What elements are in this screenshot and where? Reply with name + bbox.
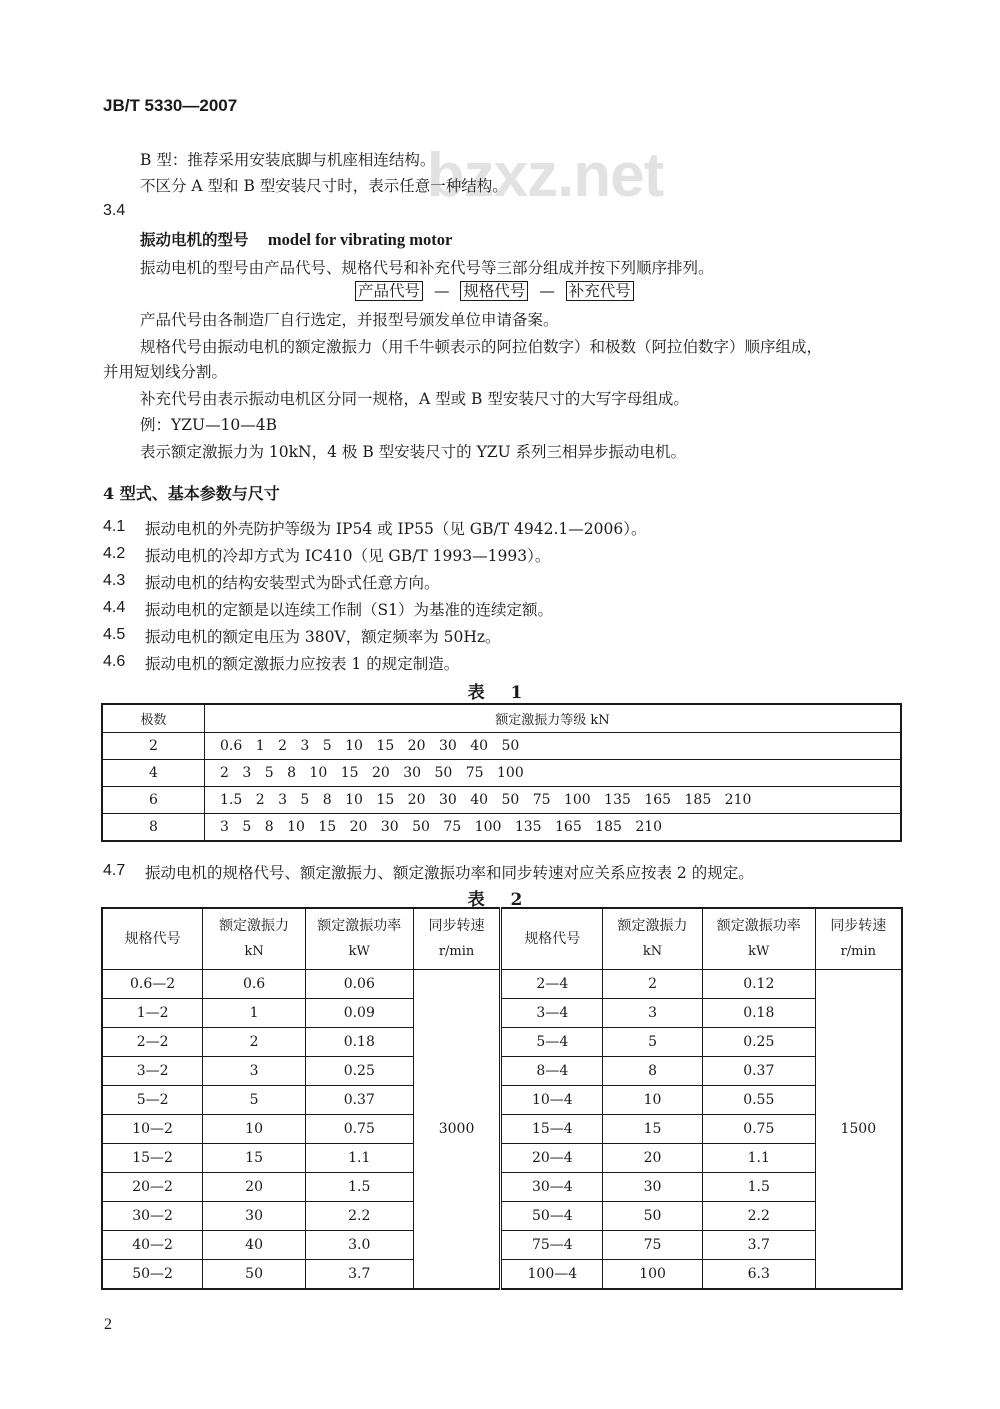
- table-cell: 30—4: [501, 1173, 603, 1202]
- table-cell: 15—4: [501, 1115, 603, 1144]
- standard-number: JB/T 5330—2007: [103, 96, 238, 115]
- table-header-row: [102, 704, 901, 733]
- table-row: [102, 1231, 902, 1260]
- table-cell: 0.06: [305, 970, 413, 999]
- table-cell: 75—4: [501, 1231, 603, 1260]
- table-cell: 2.2: [702, 1202, 815, 1231]
- table-cell: 20—2: [102, 1173, 203, 1202]
- table-cell: 2 3 5 8 10 15 20 30 50 75 100: [205, 760, 902, 787]
- table-cell: 0.09: [305, 999, 413, 1028]
- paragraph-spec-code: 规格代号由振动电机的额定激振力（用千牛顿表示的阿拉伯数字）和极数（阿拉伯数字）顺序组成，: [140, 338, 823, 356]
- table-cell: 0.6 1 2 3 5 10 15 20 30 40 50: [205, 733, 902, 760]
- table-cell: 0.6: [203, 970, 306, 999]
- table-header-row: [102, 908, 902, 970]
- table-cell: 5: [203, 1086, 306, 1115]
- table-1: [101, 703, 902, 842]
- header-cell: [413, 908, 501, 970]
- table-row: [102, 970, 902, 999]
- speed-cell: 1500: [815, 970, 902, 1290]
- table-cell: 0.37: [305, 1086, 413, 1115]
- table-cell: 0.37: [702, 1057, 815, 1086]
- supplement-code-box: 补充代号: [566, 281, 634, 301]
- table-1-caption: 表 1: [467, 683, 533, 703]
- table-cell: 5: [603, 1028, 703, 1057]
- table-cell: 1—2: [102, 999, 203, 1028]
- table-row: [102, 999, 902, 1028]
- header-cell: [702, 908, 815, 970]
- table-cell: 15: [603, 1115, 703, 1144]
- table-cell: 20: [603, 1144, 703, 1173]
- example-line: 例：YZU—10—4B: [140, 416, 278, 434]
- table-cell: 1: [203, 999, 306, 1028]
- table-cell: 2.2: [305, 1202, 413, 1231]
- item-4-1: 振动电机的外壳防护等级为 IP54 或 IP55（见 GB/T 4942.1—2006）。: [145, 520, 647, 538]
- header-unit: r/min: [438, 944, 475, 959]
- table-row: [102, 1144, 902, 1173]
- table-cell: 50: [203, 1260, 306, 1290]
- header-cell: 极数: [102, 704, 205, 733]
- table-cell: 2—4: [501, 970, 603, 999]
- spec-code-box: 规格代号: [460, 281, 528, 301]
- table-cell: 1.1: [702, 1144, 815, 1173]
- table-cell: 0.6—2: [102, 970, 203, 999]
- item-number: 4.5: [103, 626, 126, 643]
- table-row: [102, 760, 901, 787]
- product-code-box: 产品代号: [355, 281, 423, 301]
- item-4-7: 振动电机的规格代号、额定激振力、额定激振功率和同步转速对应关系应按表 2 的规定。: [145, 864, 754, 882]
- table-cell: 0.25: [702, 1028, 815, 1057]
- header-cell: [102, 908, 203, 970]
- table-cell: 10: [603, 1086, 703, 1115]
- table-2: [101, 907, 903, 1290]
- table-cell: 0.12: [702, 970, 815, 999]
- table-cell: 0.18: [702, 999, 815, 1028]
- table-cell: 30: [603, 1173, 703, 1202]
- item-4-2: 振动电机的冷却方式为 IC410（见 GB/T 1993—1993）。: [145, 547, 551, 565]
- table-cell: 15: [203, 1144, 306, 1173]
- header-cell: [815, 908, 902, 970]
- term-en: model for vibrating motor: [267, 230, 453, 249]
- table-row: [102, 1115, 902, 1144]
- table-cell: 100—4: [501, 1260, 603, 1290]
- header-cell: [305, 908, 413, 970]
- table-cell: 50—4: [501, 1202, 603, 1231]
- page-number: 2: [104, 1316, 112, 1333]
- table-cell: 6: [102, 787, 205, 814]
- header-unit: kW: [348, 944, 370, 959]
- table-cell: 100: [603, 1260, 703, 1290]
- table-cell: 75: [603, 1231, 703, 1260]
- table-row: [102, 814, 901, 842]
- watermark: bzxz.net: [426, 141, 664, 210]
- table-cell: 30: [203, 1202, 306, 1231]
- table-cell: 0.75: [305, 1115, 413, 1144]
- table-2-caption: 表 2: [467, 890, 533, 910]
- header-line: 规格代号: [124, 931, 181, 947]
- header-line: 额定激振功率: [317, 918, 402, 934]
- paragraph-spec-code-cont: 并用短划线分割。: [103, 363, 228, 381]
- header-line: 额定激振力: [219, 918, 290, 934]
- table-cell: 40: [203, 1231, 306, 1260]
- header-line: 同步转速: [830, 918, 887, 934]
- table-cell: 5—2: [102, 1086, 203, 1115]
- table-cell: 50—2: [102, 1260, 203, 1290]
- table-cell: 3: [603, 999, 703, 1028]
- table-cell: 0.25: [305, 1057, 413, 1086]
- paragraph-model-definition: 振动电机的型号由产品代号、规格代号和补充代号等三部分组成并按下列顺序排列。: [140, 259, 714, 277]
- header-unit: kN: [642, 944, 663, 959]
- item-number: 4.4: [103, 599, 126, 616]
- header-line: 额定激振功率: [716, 918, 801, 934]
- table-cell: 15—2: [102, 1144, 203, 1173]
- table-cell: 0.75: [702, 1115, 815, 1144]
- table-cell: 0.55: [702, 1086, 815, 1115]
- table-row: [102, 1260, 902, 1290]
- header-cell: 额定激振力等级 kN: [205, 704, 902, 733]
- header-unit: kW: [748, 944, 770, 959]
- item-number: 4.1: [103, 518, 126, 535]
- item-number: 4.2: [103, 545, 126, 562]
- table-cell: 10: [203, 1115, 306, 1144]
- paragraph-type-any: 不区分 A 型和 B 型安装尺寸时，表示任意一种结构。: [140, 177, 508, 195]
- item-4-4: 振动电机的定额是以连续工作制（S1）为基准的连续定额。: [145, 601, 553, 619]
- table-cell: 2: [203, 1028, 306, 1057]
- table-row: [102, 1202, 902, 1231]
- paragraph-type-b: B 型：推荐采用安装底脚与机座相连结构。: [140, 151, 436, 169]
- header-cell: [501, 908, 603, 970]
- table-cell: 8: [603, 1057, 703, 1086]
- table-cell: 40—2: [102, 1231, 203, 1260]
- header-line: 规格代号: [524, 931, 581, 947]
- table-cell: 1.5 2 3 5 8 10 15 20 30 40 50 75 100 135 165 185 210: [205, 787, 902, 814]
- table-cell: 3.7: [702, 1231, 815, 1260]
- header-unit: r/min: [840, 944, 877, 959]
- table-cell: 3—2: [102, 1057, 203, 1086]
- table-cell: 2: [603, 970, 703, 999]
- item-4-6: 振动电机的额定激振力应按表 1 的规定制造。: [145, 655, 460, 673]
- item-number: 4.6: [103, 653, 126, 670]
- table-cell: 3.7: [305, 1260, 413, 1290]
- table-cell: 4: [102, 760, 205, 787]
- term-cn: 振动电机的型号: [140, 230, 249, 249]
- table-cell: 3: [203, 1057, 306, 1086]
- header-cell: [603, 908, 703, 970]
- table-cell: 2: [102, 733, 205, 760]
- model-code-diagram: [355, 279, 634, 301]
- table-cell: 8: [102, 814, 205, 842]
- table-cell: 20: [203, 1173, 306, 1202]
- table-cell: 50: [603, 1202, 703, 1231]
- table-row: [102, 1057, 902, 1086]
- paragraph-supplement-code: 补充代号由表示振动电机区分同一规格，A 型或 B 型安装尺寸的大写字母组成。: [140, 390, 689, 408]
- item-number: 4.3: [103, 572, 126, 589]
- section-number-3-4: 3.4: [103, 202, 126, 219]
- dash: —: [433, 282, 450, 300]
- table-row: [102, 1173, 902, 1202]
- table-cell: 0.18: [305, 1028, 413, 1057]
- header-line: 同步转速: [428, 918, 485, 934]
- table-cell: 1.5: [702, 1173, 815, 1202]
- table-cell: 10—4: [501, 1086, 603, 1115]
- table-row: [102, 787, 901, 814]
- table-cell: 3—4: [501, 999, 603, 1028]
- header-unit: kN: [244, 944, 264, 959]
- table-row: [102, 1086, 902, 1115]
- table-cell: 8—4: [501, 1057, 603, 1086]
- item-number: 4.7: [103, 862, 126, 879]
- term-title: [140, 228, 452, 250]
- table-cell: 3.0: [305, 1231, 413, 1260]
- table-cell: 2—2: [102, 1028, 203, 1057]
- example-explanation: 表示额定激振力为 10kN，4 极 B 型安装尺寸的 YZU 系列三相异步振动电机。: [140, 443, 687, 461]
- paragraph-product-code: 产品代号由各制造厂自行选定，并报型号颁发单位申请备案。: [140, 311, 559, 329]
- table-cell: 3 5 8 10 15 20 30 50 75 100 135 165 185 210: [205, 814, 902, 842]
- item-4-5: 振动电机的额定电压为 380V，额定频率为 50Hz。: [145, 628, 501, 646]
- section-heading-4: 4 型式、基本参数与尺寸: [103, 484, 280, 503]
- table-cell: 10—2: [102, 1115, 203, 1144]
- table-row: [102, 733, 901, 760]
- dash: —: [539, 282, 555, 300]
- table-row: [102, 1028, 902, 1057]
- speed-cell: 3000: [413, 970, 501, 1290]
- table-cell: 1.1: [305, 1144, 413, 1173]
- item-4-3: 振动电机的结构安装型式为卧式任意方向。: [145, 574, 440, 592]
- table-cell: 20—4: [501, 1144, 603, 1173]
- table-cell: 5—4: [501, 1028, 603, 1057]
- header-line: 额定激振力: [617, 918, 688, 934]
- table-cell: 30—2: [102, 1202, 203, 1231]
- header-cell: [203, 908, 306, 970]
- table-cell: 1.5: [305, 1173, 413, 1202]
- table-cell: 6.3: [702, 1260, 815, 1290]
